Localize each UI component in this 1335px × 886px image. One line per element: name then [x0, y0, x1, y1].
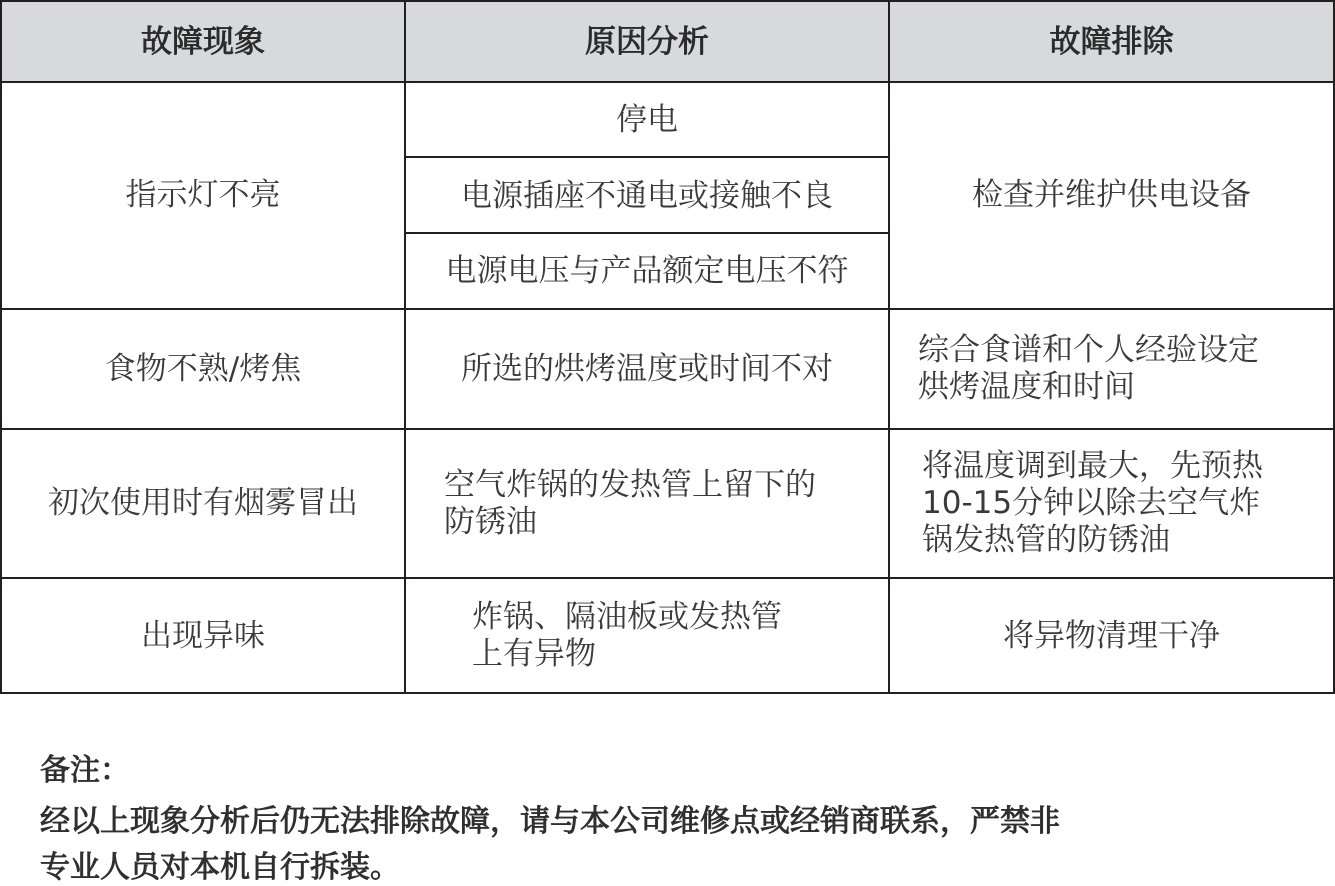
table-border-left	[0, 0, 2, 694]
row3-cause	[406, 430, 888, 577]
row1-cause-2: 电源插座不通电或接触不良	[461, 177, 833, 214]
row2-solution	[890, 310, 1333, 428]
header-solution: 故障排除	[890, 2, 1333, 82]
row-divider-2	[0, 428, 1335, 430]
row1-symptom: 指示灯不亮	[125, 177, 281, 213]
row-divider-3	[0, 577, 1335, 579]
row1-inner-divider-1	[404, 156, 890, 158]
row4-cause	[406, 579, 888, 693]
table-border-bottom	[0, 692, 1335, 694]
row3-solution-line3: 锅发热管的防锈油	[922, 522, 1170, 558]
row1-inner-divider-2	[404, 232, 890, 234]
table-border-top	[0, 0, 1335, 2]
notes-title: 备注：	[40, 753, 130, 788]
row1-solution: 检查并维护供电设备	[972, 177, 1251, 213]
row4-cause-line2: 上有异物	[472, 636, 596, 672]
row3-solution-line2: 10-15分钟以除去空气炸	[922, 485, 1261, 521]
column-divider-2	[888, 0, 890, 694]
row3-solution	[890, 430, 1333, 577]
notes-line-2: 专业人员对本机自行拆装。	[40, 850, 400, 885]
row1-cause-1: 停电	[616, 101, 678, 138]
row1-cause-3: 电源电压与产品额定电压不符	[445, 252, 849, 289]
row3-symptom: 初次使用时有烟雾冒出	[48, 485, 358, 521]
header-cause: 原因分析	[406, 2, 888, 82]
row4-symptom: 出现异味	[141, 617, 265, 654]
row2-symptom: 食物不熟/烤焦	[104, 350, 302, 387]
header-symptom: 故障现象	[2, 2, 404, 82]
row4-solution: 将异物清理干净	[1003, 617, 1220, 654]
header-divider	[0, 81, 1335, 83]
column-divider-1	[404, 0, 406, 694]
row3-solution-line1: 将温度调到最大，先预热	[922, 448, 1263, 484]
row2-cause: 所选的烘烤温度或时间不对	[461, 350, 833, 387]
notes-line-1: 经以上现象分析后仍无法排除故障，请与本公司维修点或经销商联系，严禁非	[40, 804, 1060, 839]
row3-cause-line1: 空气炸锅的发热管上留下的	[444, 466, 816, 503]
row2-solution-line1: 综合食谱和个人经验设定	[918, 332, 1259, 368]
row4-cause-line1: 炸锅、隔油板或发热管	[472, 599, 782, 635]
row2-solution-line2: 烘烤温度和时间	[918, 369, 1135, 405]
row3-cause-line2: 防锈油	[444, 503, 537, 540]
row-divider-1	[0, 308, 1335, 310]
